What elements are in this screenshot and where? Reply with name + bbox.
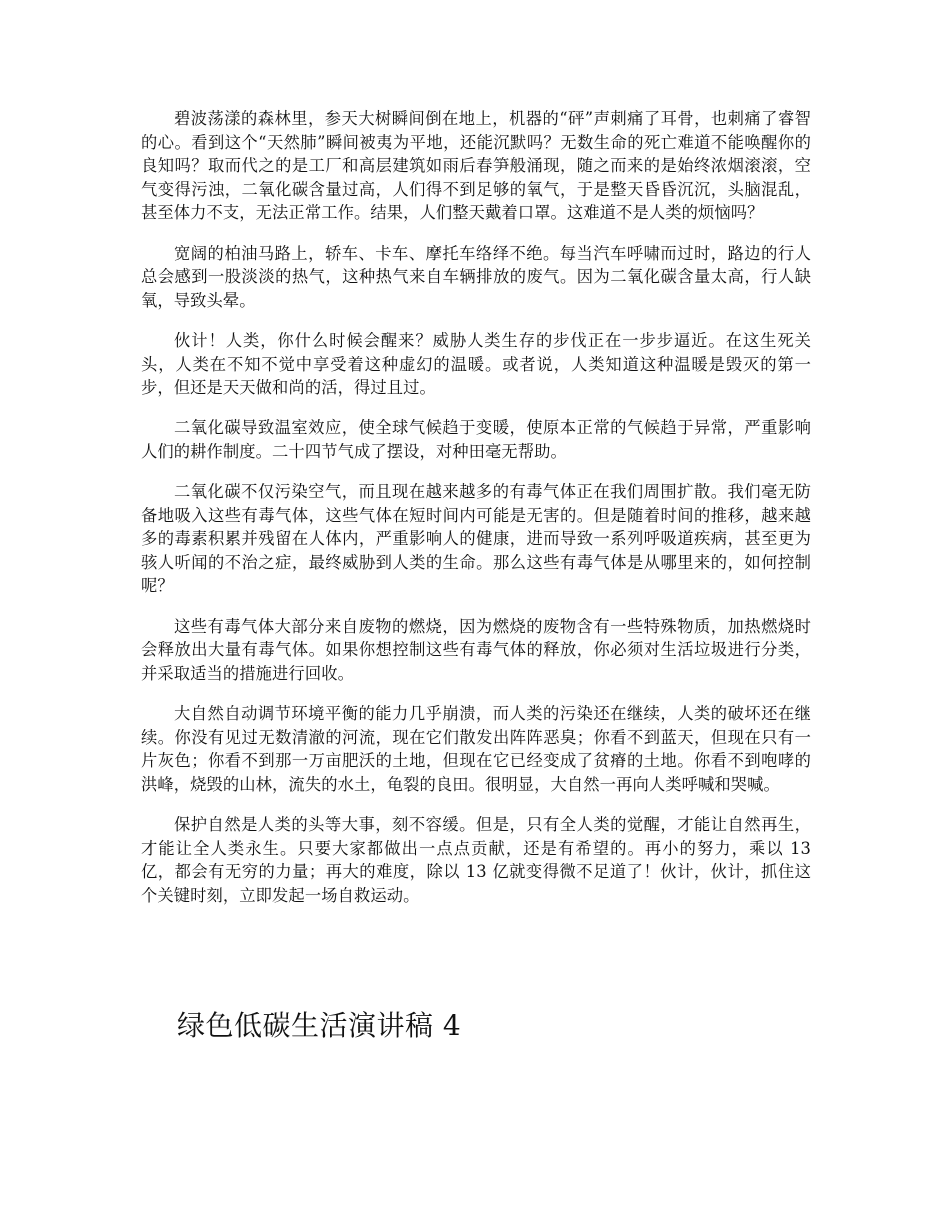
document-body — [141, 107, 811, 924]
paragraph-7: 大自然自动调节环境平衡的能力几乎崩溃，而人类的污染还在继续，人类的破坏还在继续。你没有见过无数清澈的河流，现在它们散发出阵阵恶臭；你看不到蓝天，但现在只有一片灰色；你看不到那一万亩肥沃的土地，但现在它已经变成了贫瘠的土地。你看不到咆哮的洪峰，烧毁的山林，流失的水土，龟裂的良田。很明显，大自然一再向人类呼喊和哭喊。 — [141, 704, 811, 794]
paragraph-1: 碧波荡漾的森林里，参天大树瞬间倒在地上，机器的“砰”声刺痛了耳骨，也刺痛了睿智的心。看到这个“天然肺”瞬间被夷为平地，还能沉默吗？无数生命的死亡难道不能唤醒你的良知吗？取而代之的是工厂和高层建筑如雨后春笋般涌现，随之而来的是始终浓烟滚滚，空气变得污浊，二氧化碳含量过高，人们得不到足够的氧气，于是整天昏昏沉沉，头脑混乱，甚至体力不支，无法正常工作。结果，人们整天戴着口罩。这难道不是人类的烦恼吗？ — [141, 109, 811, 223]
paragraph-8: 保护自然是人类的头等大事，刻不容缓。但是，只有全人类的觉醒，才能让自然再生，才能让全人类永生。只要大家都做出一点点贡献，还是有希望的。再小的努力，乘以 13 亿，都会有无穷的力量；再大的难度，除以 13 亿就变得微不足道了！伙计，伙计，抓住这个关键时刻，立即发起一场自救运动。 — [141, 815, 811, 905]
paragraph-3: 伙计！人类，你什么时候会醒来？威胁人类生存的步伐正在一步步逼近。在这生死关头，人类在不知不觉中享受着这种虚幻的温暖。或者说，人类知道这种温暖是毁灭的第一步，但还是天天做和尚的活，得过且过。 — [141, 330, 811, 398]
section-heading: 绿色低碳生活演讲稿 4 — [177, 1009, 462, 1042]
paragraph-5: 二氧化碳不仅污染空气，而且现在越来越多的有毒气体正在我们周围扩散。我们毫无防备地吸入这些有毒气体，这些气体在短时间内可能是无害的。但是随着时间的推移，越来越多的毒素积累并残留在人体内，严重影响人的健康，进而导致一系列呼吸道疾病，甚至更为骇人听闻的不治之症，最终威胁到人类的生命。那么这些有毒气体是从哪里来的，如何控制呢？ — [141, 482, 811, 596]
paragraph-2: 宽阔的柏油马路上，轿车、卡车、摩托车络绎不绝。每当汽车呼啸而过时，路边的行人总会感到一股淡淡的热气，这种热气来自车辆排放的废气。因为二氧化碳含量太高，行人缺氧，导致头晕。 — [141, 243, 811, 310]
paragraph-4: 二氧化碳导致温室效应，使全球气候趋于变暖，使原本正常的气候趋于异常，严重影响人们的耕作制度。二十四节气成了摆设，对种田毫无帮助。 — [141, 418, 811, 461]
paragraph-6: 这些有毒气体大部分来自废物的燃烧，因为燃烧的废物含有一些特殊物质，加热燃烧时会释放出大量有毒气体。如果你想控制这些有毒气体的释放，你必须对生活垃圾进行分类，并采取适当的措施进行回收。 — [141, 616, 811, 683]
